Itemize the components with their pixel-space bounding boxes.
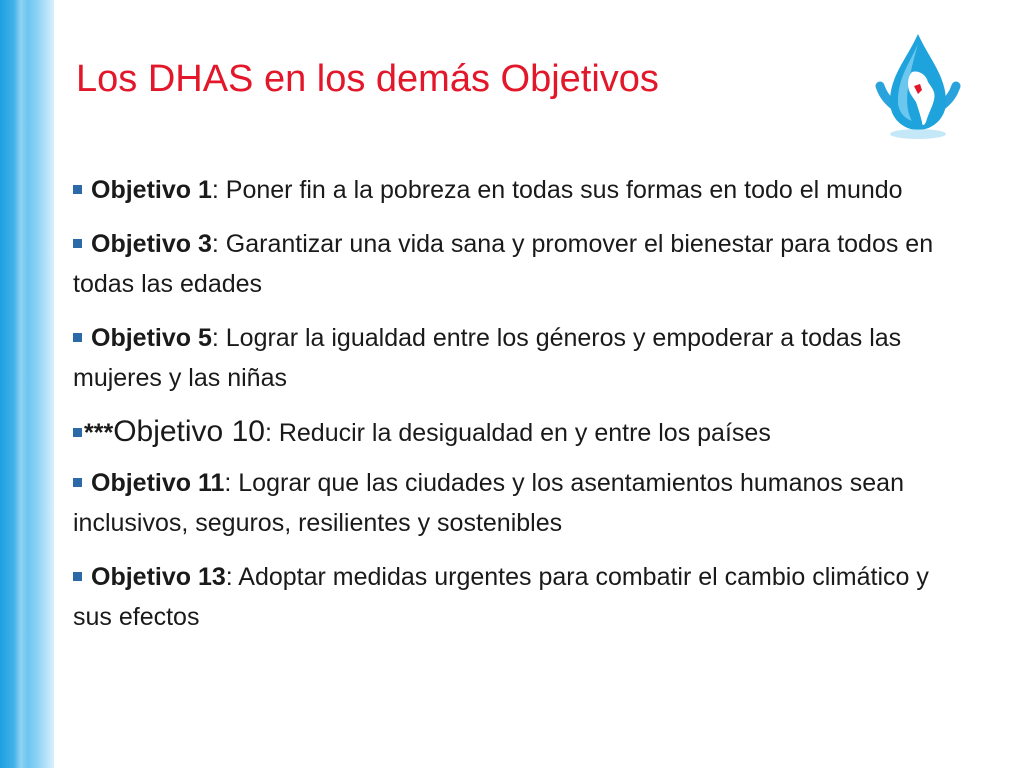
list-item [73, 412, 953, 453]
objective-label: Objetivo 13 [91, 563, 226, 591]
objective-label: Objetivo 11 [91, 469, 225, 497]
square-bullet-icon [73, 428, 82, 437]
list-item [73, 557, 953, 637]
list-item [73, 170, 953, 210]
square-bullet-icon [73, 185, 82, 194]
square-bullet-icon [73, 572, 82, 581]
list-item [73, 318, 953, 398]
slide-title: Los DHAS en los demás Objetivos [76, 58, 659, 100]
objective-label: Objetivo 1 [91, 176, 212, 204]
objectives-list [73, 170, 953, 651]
objective-text: : Lograr la igualdad entre los géneros y empoderar a todas las mujeres y las niñas [73, 324, 902, 392]
objective-label: Objetivo 5 [91, 324, 212, 352]
objective-text: : Adoptar medidas urgentes para combatir el cambio climático y sus efectos [73, 563, 929, 631]
objective-text: : Garantizar una vida sana y promover el bienestar para todos en todas las edades [73, 230, 934, 298]
objective-label: Objetivo 3 [91, 230, 212, 258]
square-bullet-icon [73, 478, 82, 487]
list-item [73, 463, 953, 543]
objective-text: : Reducir la desigualdad en y entre los países [264, 419, 771, 447]
water-drop-globe-icon [862, 26, 974, 154]
square-bullet-icon [73, 239, 82, 248]
objective-label: Objetivo 10 [113, 415, 265, 448]
objective-text: : Poner fin a la pobreza en todas sus formas en todo el mundo [211, 176, 903, 204]
list-item [73, 224, 953, 304]
left-decorative-band [0, 0, 54, 768]
square-bullet-icon [73, 333, 82, 342]
objective-text: : Lograr que las ciudades y los asentamientos humanos sean inclusivos, seguros, resilientes y sostenibles [73, 469, 904, 537]
band-highlight [14, 0, 28, 768]
objective-prefix: *** [84, 419, 114, 447]
